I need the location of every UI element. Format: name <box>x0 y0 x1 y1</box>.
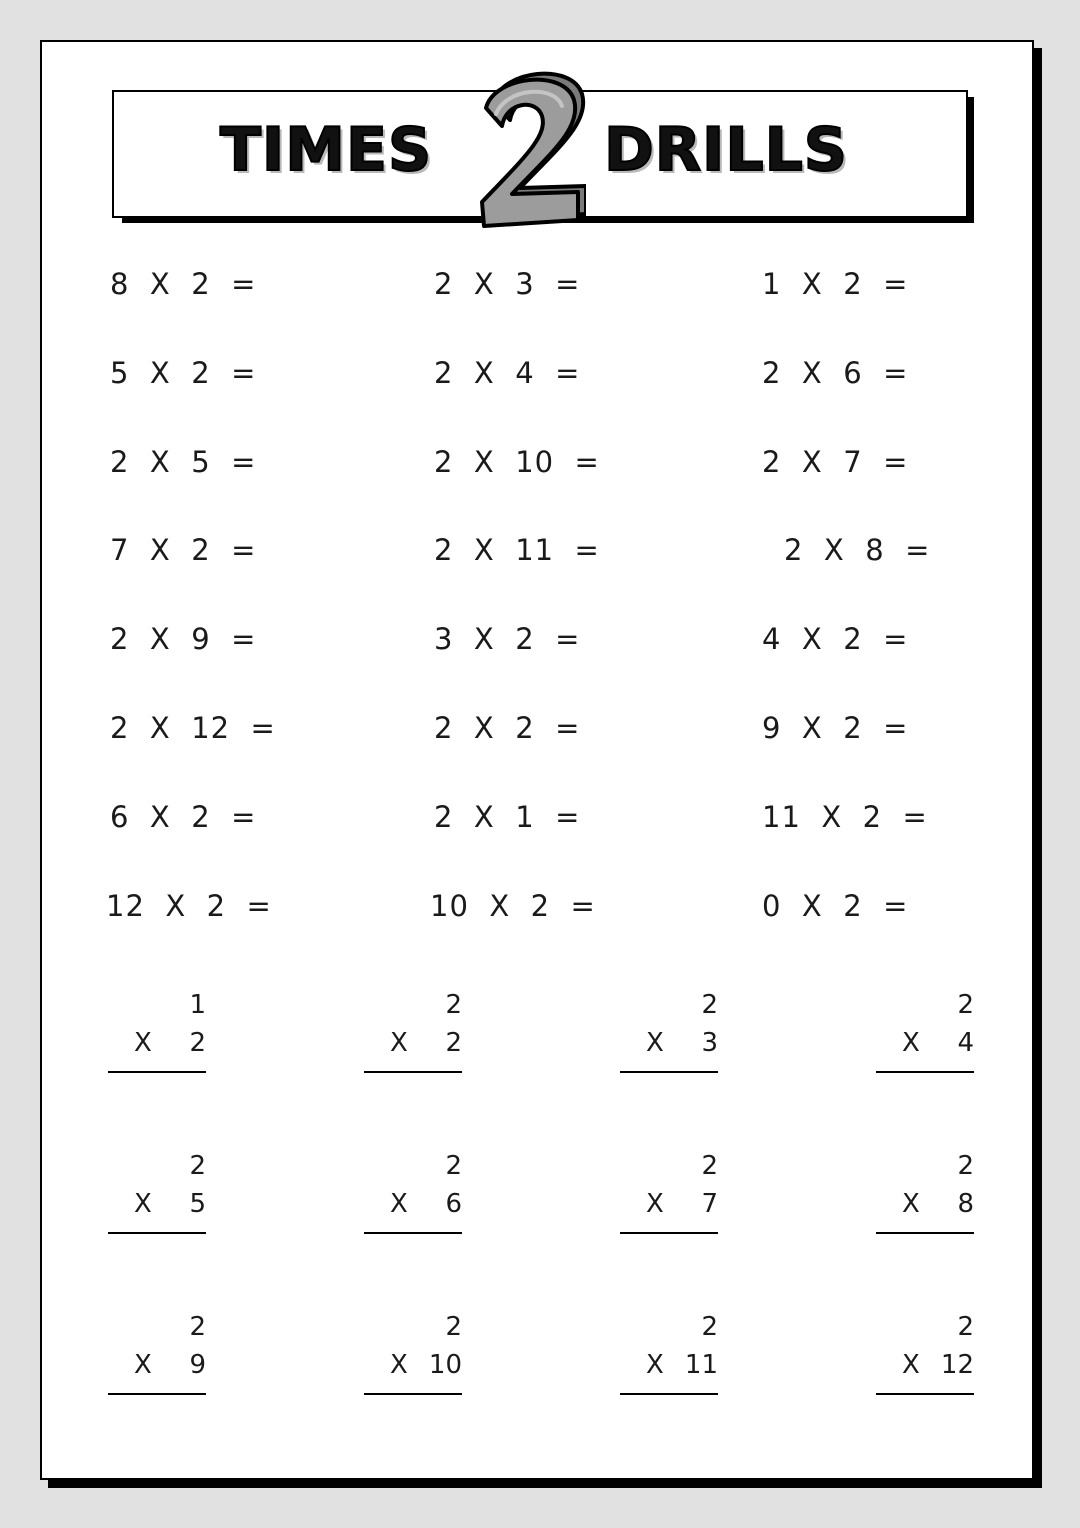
vertical-problem-multiplicand: 2 <box>445 990 462 1020</box>
vertical-problem-multiplicand: 2 <box>445 1151 462 1181</box>
vertical-problem-multiplicand: 2 <box>701 990 718 1020</box>
vertical-problem-multiplier-row <box>364 1352 462 1378</box>
horizontal-problem: 2 X 1 = <box>434 799 581 834</box>
horizontal-problem: 1 X 2 = <box>762 267 909 301</box>
vertical-problem-multiplier-row <box>876 1352 974 1378</box>
multiply-sign: X <box>134 1028 152 1058</box>
horizontal-problem: 5 X 2 = <box>110 355 257 390</box>
multiply-sign: X <box>134 1189 152 1219</box>
vertical-problem-multiplier-row <box>620 1030 718 1056</box>
multiply-sign: X <box>902 1350 920 1380</box>
vertical-problem-multiplier: 12 <box>940 1350 974 1380</box>
vertical-problem-multiplicand: 2 <box>957 990 974 1020</box>
horizontal-problem: 0 X 2 = <box>762 888 909 923</box>
title-drills: DRILLS <box>604 115 849 185</box>
horizontal-problem: 2 X 5 = <box>110 444 257 479</box>
multiply-sign: X <box>902 1028 920 1058</box>
answer-line <box>620 1232 718 1234</box>
multiply-sign: X <box>646 1189 664 1219</box>
vertical-problem-multiplier-row <box>108 1030 206 1056</box>
horizontal-problem: 2 X 9 = <box>110 622 257 657</box>
vertical-problem-multiplier: 11 <box>684 1350 718 1380</box>
multiply-sign: X <box>390 1189 408 1219</box>
vertical-problem-multiplicand: 2 <box>701 1151 718 1181</box>
vertical-problem-multiplier-row <box>108 1191 206 1217</box>
multiply-sign: X <box>646 1350 664 1380</box>
vertical-problem-multiplicand: 2 <box>189 1312 206 1342</box>
answer-line <box>620 1071 718 1073</box>
worksheet-page <box>40 40 1034 1480</box>
horizontal-problem: 2 X 11 = <box>434 533 600 568</box>
multiply-sign: X <box>902 1189 920 1219</box>
multiply-sign: X <box>390 1028 408 1058</box>
vertical-problem-multiplier: 9 <box>189 1350 206 1380</box>
vertical-problem-multiplier-row <box>876 1030 974 1056</box>
vertical-problem-multiplier: 4 <box>957 1028 974 1058</box>
answer-line <box>876 1232 974 1234</box>
horizontal-problem: 8 X 2 = <box>110 267 257 301</box>
vertical-problem-multiplicand: 2 <box>701 1312 718 1342</box>
multiply-sign: X <box>646 1028 664 1058</box>
answer-line <box>364 1232 462 1234</box>
title-times: TIMES <box>220 115 433 185</box>
answer-line <box>364 1071 462 1073</box>
horizontal-problem: 2 X 4 = <box>434 355 581 390</box>
answer-line <box>108 1393 206 1395</box>
vertical-problem-multiplier: 8 <box>957 1189 974 1219</box>
vertical-problem-multiplier-row <box>364 1030 462 1056</box>
horizontal-problem: 4 X 2 = <box>762 622 909 657</box>
vertical-problem-multiplier: 10 <box>428 1350 462 1380</box>
vertical-problem-multiplier-row <box>364 1191 462 1217</box>
vertical-problem-multiplier: 2 <box>189 1028 206 1058</box>
horizontal-problem: 2 X 10 = <box>434 444 600 479</box>
horizontal-problem: 2 X 2 = <box>434 711 581 745</box>
vertical-problem-multiplicand: 2 <box>189 1151 206 1181</box>
vertical-problem-multiplicand: 1 <box>189 990 206 1020</box>
horizontal-problem: 2 X 8 = <box>784 533 931 568</box>
vertical-problem-multiplicand: 2 <box>957 1312 974 1342</box>
answer-line <box>364 1393 462 1395</box>
vertical-problem-multiplier-row <box>876 1191 974 1217</box>
answer-line <box>620 1393 718 1395</box>
vertical-problem-multiplicand: 2 <box>445 1312 462 1342</box>
horizontal-problem: 7 X 2 = <box>110 533 257 568</box>
vertical-problem-multiplier: 3 <box>701 1028 718 1058</box>
horizontal-problem: 2 X 12 = <box>110 711 276 745</box>
answer-line <box>108 1071 206 1073</box>
big-number-two-graphic <box>466 70 586 240</box>
vertical-problem-multiplier-row <box>620 1352 718 1378</box>
multiply-sign: X <box>390 1350 408 1380</box>
horizontal-problem: 2 X 3 = <box>434 267 581 301</box>
answer-line <box>876 1071 974 1073</box>
vertical-problem-multiplier: 6 <box>445 1189 462 1219</box>
vertical-problem-multiplier: 2 <box>445 1028 462 1058</box>
vertical-problem-multiplier: 7 <box>701 1189 718 1219</box>
horizontal-problem: 6 X 2 = <box>110 799 257 834</box>
multiply-sign: X <box>134 1350 152 1380</box>
horizontal-problem: 10 X 2 = <box>430 888 596 923</box>
vertical-problem-multiplier-row <box>620 1191 718 1217</box>
horizontal-problem: 2 X 6 = <box>762 355 909 390</box>
vertical-problem-multiplier-row <box>108 1352 206 1378</box>
horizontal-problem: 9 X 2 = <box>762 711 909 745</box>
vertical-problem-multiplicand: 2 <box>957 1151 974 1181</box>
answer-line <box>108 1232 206 1234</box>
horizontal-problem: 11 X 2 = <box>762 799 928 834</box>
horizontal-problem: 3 X 2 = <box>434 622 581 657</box>
vertical-problem-multiplier: 5 <box>189 1189 206 1219</box>
answer-line <box>876 1393 974 1395</box>
horizontal-problem: 2 X 7 = <box>762 444 909 479</box>
horizontal-problem: 12 X 2 = <box>106 888 272 923</box>
